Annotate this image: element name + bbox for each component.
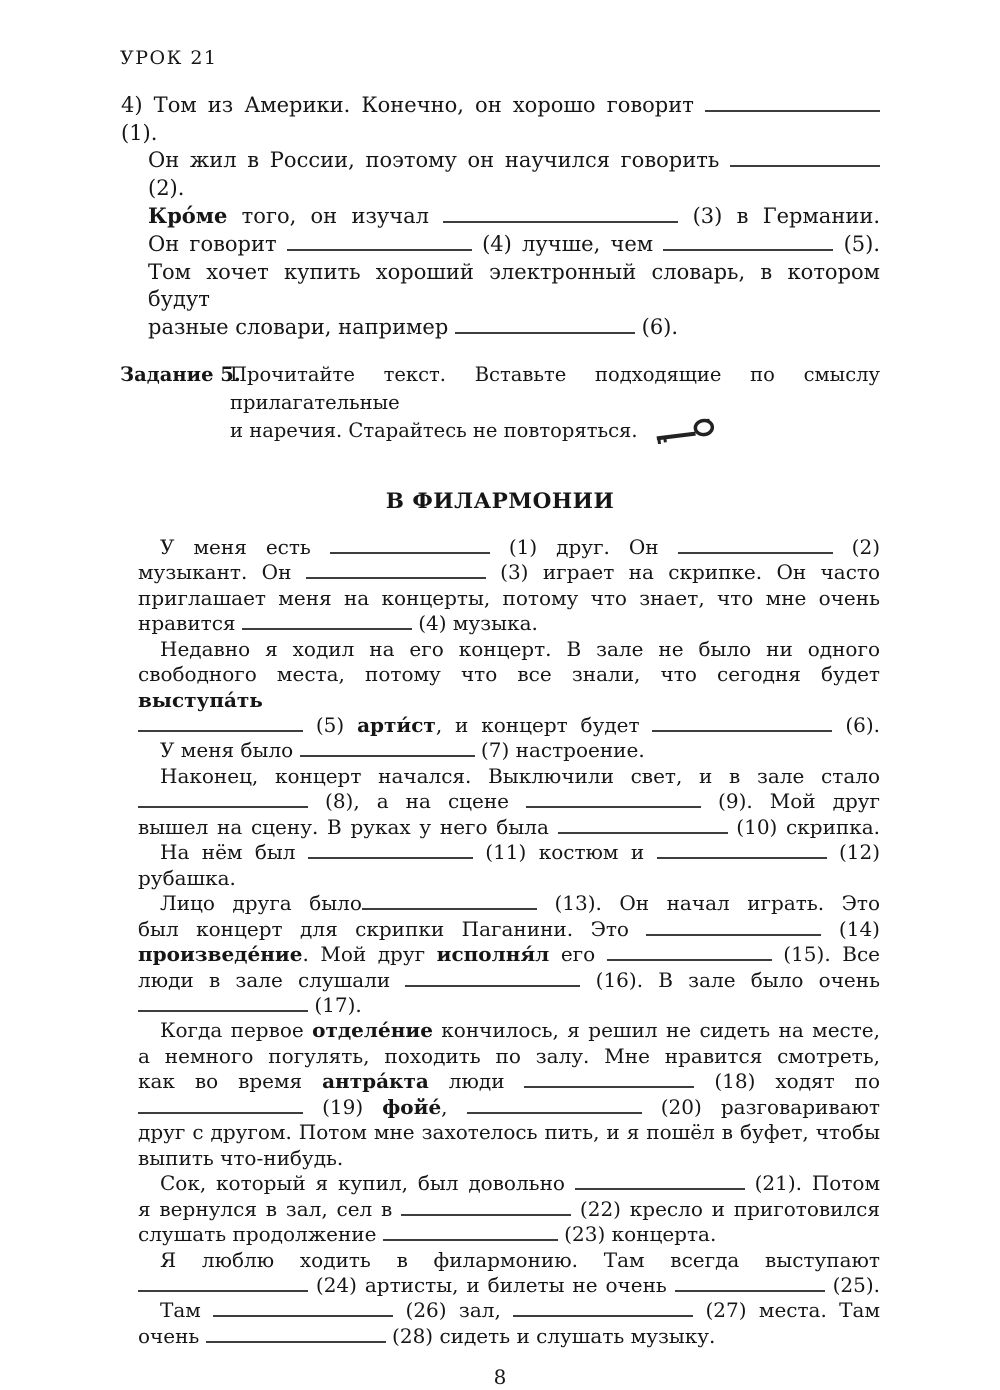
answer-blank-line (383, 1223, 558, 1241)
text-segment: (27) места. Там (693, 1298, 880, 1323)
text-line (121, 92, 880, 147)
text-segment: (23) концерта. (557, 1222, 717, 1247)
answer-blank-line (308, 841, 473, 859)
text-segment: У меня есть (160, 534, 330, 559)
answer-blank-line (138, 1096, 303, 1114)
answer-blank-line (558, 816, 728, 834)
text-line (121, 231, 880, 259)
text-segment: Сок, который я купил, был довольно (160, 1171, 575, 1196)
text-segment: слушать продолжение (138, 1222, 383, 1247)
text-segment: На нём был (160, 840, 308, 865)
bold-text-segment: антра́кта (322, 1069, 429, 1094)
answer-blank-line (524, 1070, 694, 1088)
text-segment: приглашает меня на концерты, потому что знает, что мне очень (138, 585, 880, 610)
text-segment: друг с другом. Потом мне захотелось пить, и я пошёл в буфет, чтобы (138, 1120, 880, 1145)
answer-blank-line (657, 841, 827, 859)
text-segment: (20) разговаривают (641, 1094, 880, 1119)
text-line (138, 738, 880, 763)
answer-blank-line (513, 1299, 693, 1317)
text-segment: (1). (121, 120, 158, 145)
text-segment: музыкант. Он (138, 560, 306, 585)
text-segment: (25). (824, 1272, 880, 1297)
text-segment: (5) (303, 713, 358, 738)
text-line (230, 416, 880, 445)
answer-blank-line (607, 943, 772, 961)
bold-text-segment: отделе́ние (312, 1018, 433, 1043)
answer-blank-line (652, 714, 832, 732)
text-line (138, 764, 880, 789)
text-segment: (21). Потом (744, 1171, 880, 1196)
text-line (138, 815, 880, 840)
text-line (138, 1018, 880, 1043)
text-segment: (14) (821, 916, 880, 941)
text-segment: (13). Он начал играть. Это (536, 891, 880, 916)
text-segment: . Мой друг (302, 942, 437, 967)
answer-blank-line (138, 790, 308, 808)
text-line (138, 1146, 880, 1171)
text-segment: люди в зале слушали (138, 967, 406, 992)
text-segment: разные словари, например (148, 314, 455, 339)
answer-blank-line (300, 739, 475, 757)
bold-text-segment: выступа́ть (138, 687, 263, 712)
answer-blank-line (730, 148, 880, 167)
text-segment: Недавно я ходил на его концерт. В зале не было ни одного (160, 636, 880, 661)
text-line (138, 1222, 880, 1247)
text-line (121, 202, 880, 231)
answer-blank-line (401, 1198, 571, 1216)
key-icon (652, 416, 716, 444)
answer-blank-line (242, 612, 412, 630)
bold-text-segment: произведе́ние (138, 942, 303, 967)
text-line (138, 662, 880, 713)
text-line (138, 637, 880, 662)
text-segment: (16). В зале было очень (580, 967, 880, 992)
text-segment: очень (138, 1323, 206, 1348)
text-segment: Наконец, концерт начался. Выключили свет, и в зале стало (160, 763, 880, 788)
text-line (230, 361, 880, 416)
bold-text-segment: арти́ст (357, 713, 436, 738)
text-segment: Я люблю ходить в филармонию. Там всегда выступают (160, 1247, 880, 1272)
task-5-instruction (230, 361, 880, 445)
text-segment: его (549, 942, 607, 967)
text-segment: (4) музыка. (411, 611, 538, 636)
text-line (138, 1095, 880, 1120)
answer-blank-line (306, 561, 486, 579)
text-line (121, 259, 880, 314)
page (0, 46, 1000, 1390)
text-line (138, 1069, 880, 1094)
text-segment: (18) ходят по (694, 1069, 880, 1094)
text-line (138, 560, 880, 585)
answer-blank-line (455, 315, 635, 334)
text-segment: (3) играет на скрипке. Он часто (485, 560, 880, 585)
text-line (121, 147, 880, 202)
text-line (138, 1044, 880, 1069)
text-segment: Там (160, 1298, 214, 1323)
text-segment: (22) кресло и приготовился (571, 1196, 880, 1221)
text-segment: рубашка. (138, 865, 236, 890)
task-5 (120, 361, 880, 445)
text-line (138, 535, 880, 560)
text-line (138, 789, 880, 814)
answer-blank-line (467, 1096, 642, 1114)
text-segment: (26) зал, (393, 1298, 514, 1323)
bold-text-segment: фойе́ (382, 1094, 442, 1119)
text-line (138, 891, 880, 916)
answer-blank-line (646, 918, 821, 936)
text-segment: У меня было (160, 738, 300, 763)
text-line (138, 1171, 880, 1196)
text-line (138, 1298, 880, 1323)
text-segment: , (441, 1094, 467, 1119)
text-segment: Лицо друга было (160, 891, 362, 916)
answer-blank-line (678, 536, 833, 554)
text-segment: (2) (832, 534, 880, 559)
text-segment: Том хочет купить хороший электронный словарь, в котором будут (148, 259, 880, 312)
text-segment: (11) костюм и (472, 840, 657, 865)
text-line (138, 917, 880, 942)
text-line (138, 993, 880, 1018)
answer-blank-line (287, 232, 472, 251)
text-segment: (15). Все (771, 942, 880, 967)
text-segment: 4) Том из Америки. Конечно, он хорошо говорит (121, 93, 705, 117)
text-segment: я вернулся в зал, сел в (138, 1196, 402, 1221)
lesson-header: УРОК 21 (120, 47, 218, 69)
text-segment: и наречия. Старайтесь не повторяться. (230, 419, 638, 443)
text-line (138, 866, 880, 891)
bold-text-segment: Кро́ме (148, 203, 228, 229)
text-segment: а немного погулять, походить по залу. Мне нравится смотреть, (138, 1043, 880, 1068)
text-segment: Когда первое (160, 1018, 313, 1043)
answer-blank-line (405, 969, 580, 987)
text-segment: был концерт для скрипки Паганини. Это (138, 916, 647, 941)
answer-blank-line (138, 714, 303, 732)
text-line (138, 611, 880, 636)
answer-blank-line (213, 1299, 393, 1317)
page-number: 8 (493, 1365, 507, 1390)
answer-blank-line (206, 1325, 386, 1343)
answer-blank-line (330, 536, 490, 554)
bold-text-segment: исполня́л (436, 942, 550, 967)
answer-blank-line (362, 892, 537, 910)
text-line (138, 1197, 880, 1222)
answer-blank-line (443, 205, 678, 224)
text-segment: Он говорит (148, 231, 287, 256)
text-segment: люди (428, 1069, 525, 1094)
text-segment: (8), а на сцене (308, 789, 527, 814)
main-text (138, 535, 880, 1350)
text-segment: нравится (138, 611, 242, 636)
text-line (121, 314, 880, 342)
text-segment: (4) лучше, чем (471, 231, 664, 256)
text-line (138, 968, 880, 993)
answer-blank-line (575, 1172, 745, 1190)
answer-blank-line (138, 1274, 308, 1292)
text-segment: (2). (148, 175, 185, 200)
text-line (138, 942, 880, 967)
text-line (138, 1248, 880, 1273)
text-segment: (6). (634, 314, 679, 339)
text-segment: выпить что-нибудь. (138, 1145, 344, 1170)
text-segment: как во время (138, 1069, 323, 1094)
exercise-4 (121, 92, 880, 341)
text-segment: (17). (308, 993, 362, 1017)
text-segment: (24) артисты, и билеты не очень (308, 1272, 675, 1297)
text-segment: (3) в Германии. (678, 204, 880, 229)
text-line (138, 1324, 880, 1349)
text-segment: вышел на сцену. В руках у него была (138, 814, 558, 839)
answer-blank-line (675, 1274, 825, 1292)
text-segment: Он жил в России, поэтому он научился говорить (148, 148, 730, 173)
text-segment: (10) скрипка. (727, 814, 881, 839)
text-title: В ФИЛАРМОНИИ (385, 488, 615, 514)
text-line (138, 713, 880, 738)
text-segment: , и концерт будет (435, 713, 653, 738)
answer-blank-line (526, 790, 701, 808)
text-line (138, 840, 880, 865)
task-5-label: Задание 5. (120, 363, 241, 387)
answer-blank-line (138, 994, 308, 1012)
text-segment: (28) сидеть и слушать музыку. (385, 1323, 716, 1348)
answer-blank-line (705, 93, 880, 112)
text-segment: (6). (832, 713, 881, 738)
text-line (138, 586, 880, 611)
text-segment: кончилось, я решил не сидеть на месте, (432, 1018, 880, 1043)
text-segment: (7) настроение. (474, 738, 645, 763)
text-line (138, 1120, 880, 1145)
text-segment: (12) (826, 840, 880, 865)
text-segment: Прочитайте текст. Вставьте подходящие по смыслу прилагательные (230, 363, 880, 414)
text-segment: свободного места, потому что все знали, что сегодня будет (138, 662, 880, 687)
text-segment: (1) друг. Он (489, 534, 678, 559)
text-line (138, 1273, 880, 1298)
text-segment: (19) (303, 1094, 383, 1119)
answer-blank-line (663, 232, 833, 251)
text-segment: того, он изучал (227, 204, 444, 229)
text-segment: (9). Мой друг (701, 789, 880, 814)
text-segment: (5). (833, 231, 880, 256)
